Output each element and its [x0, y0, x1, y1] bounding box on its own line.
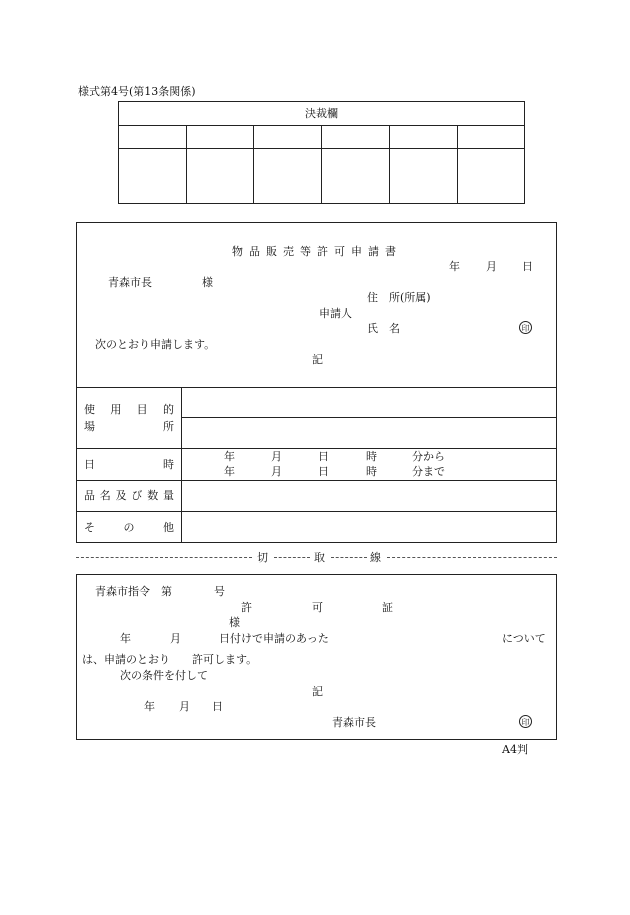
- addressee-honorific: 様: [202, 276, 213, 289]
- approval-cell-divider: [186, 125, 187, 204]
- application-date-day: 日: [522, 260, 533, 273]
- permit-honorific: 様: [229, 616, 240, 629]
- items-label: 品名及び数量: [84, 489, 174, 502]
- permit-note-mark: 記: [312, 685, 323, 698]
- application-title: 物品販売等許可申請書: [232, 245, 402, 258]
- to-day: 日: [318, 465, 329, 478]
- from-year: 年: [224, 450, 235, 463]
- permit-conditions: 次の条件を付して: [120, 669, 208, 682]
- from-day: 日: [318, 450, 329, 463]
- seal-icon: 印: [519, 715, 532, 728]
- approval-cell-divider: [253, 125, 254, 204]
- permit-title-1: 許: [241, 601, 252, 614]
- to-month: 月: [271, 465, 282, 478]
- permit-line2: は、申請のとおり 許可します。: [82, 653, 258, 666]
- application-statement: 次のとおり申請します。: [95, 338, 216, 351]
- permit-title-2: 可: [312, 601, 323, 614]
- purpose-label: 使用目的: [84, 403, 174, 416]
- cutline-text-3: 線: [370, 551, 381, 564]
- cutline-text-2: 取: [314, 551, 325, 564]
- approval-cell-divider: [389, 125, 390, 204]
- to-year: 年: [224, 465, 235, 478]
- permit-number-suffix: 号: [214, 585, 225, 598]
- permit-title-3: 証: [382, 601, 393, 614]
- paper-size: A4判: [502, 743, 528, 756]
- form-number: 様式第4号(第13条関係): [78, 85, 196, 98]
- other-label: その他: [84, 521, 174, 534]
- datetime-label: 日時: [84, 458, 174, 471]
- from-minute: 分から: [412, 450, 445, 463]
- name-label: 氏 名: [367, 322, 400, 335]
- permit-date-day: 日: [212, 700, 223, 713]
- application-date-year: 年: [449, 260, 460, 273]
- permit-line1-end: について: [502, 632, 546, 645]
- permit-line1-text: 日付けで申請のあった: [219, 632, 329, 645]
- addressee: 青森市長: [108, 276, 152, 289]
- approval-table-title: 決裁欄: [305, 107, 338, 120]
- cutline-text-1: 切: [257, 551, 268, 564]
- seal-icon: 印: [519, 321, 532, 334]
- permit-line1-year: 年: [120, 632, 131, 645]
- place-label: 場所: [84, 420, 174, 433]
- permit-date-year: 年: [144, 700, 155, 713]
- applicant-label: 申請人: [319, 307, 352, 320]
- permit-date-month: 月: [179, 700, 190, 713]
- address-label: 住 所(所属): [367, 291, 431, 304]
- from-month: 月: [271, 450, 282, 463]
- permit-issuer: 青森市長: [332, 716, 376, 729]
- application-date-month: 月: [486, 260, 497, 273]
- application-note-mark: 記: [312, 353, 323, 366]
- permit-directive: 青森市指令 第: [95, 585, 172, 598]
- to-hour: 時: [366, 465, 377, 478]
- approval-cell-divider: [457, 125, 458, 204]
- approval-cell-divider: [321, 125, 322, 204]
- to-minute: 分まで: [412, 465, 445, 478]
- from-hour: 時: [366, 450, 377, 463]
- permit-line1-month: 月: [170, 632, 181, 645]
